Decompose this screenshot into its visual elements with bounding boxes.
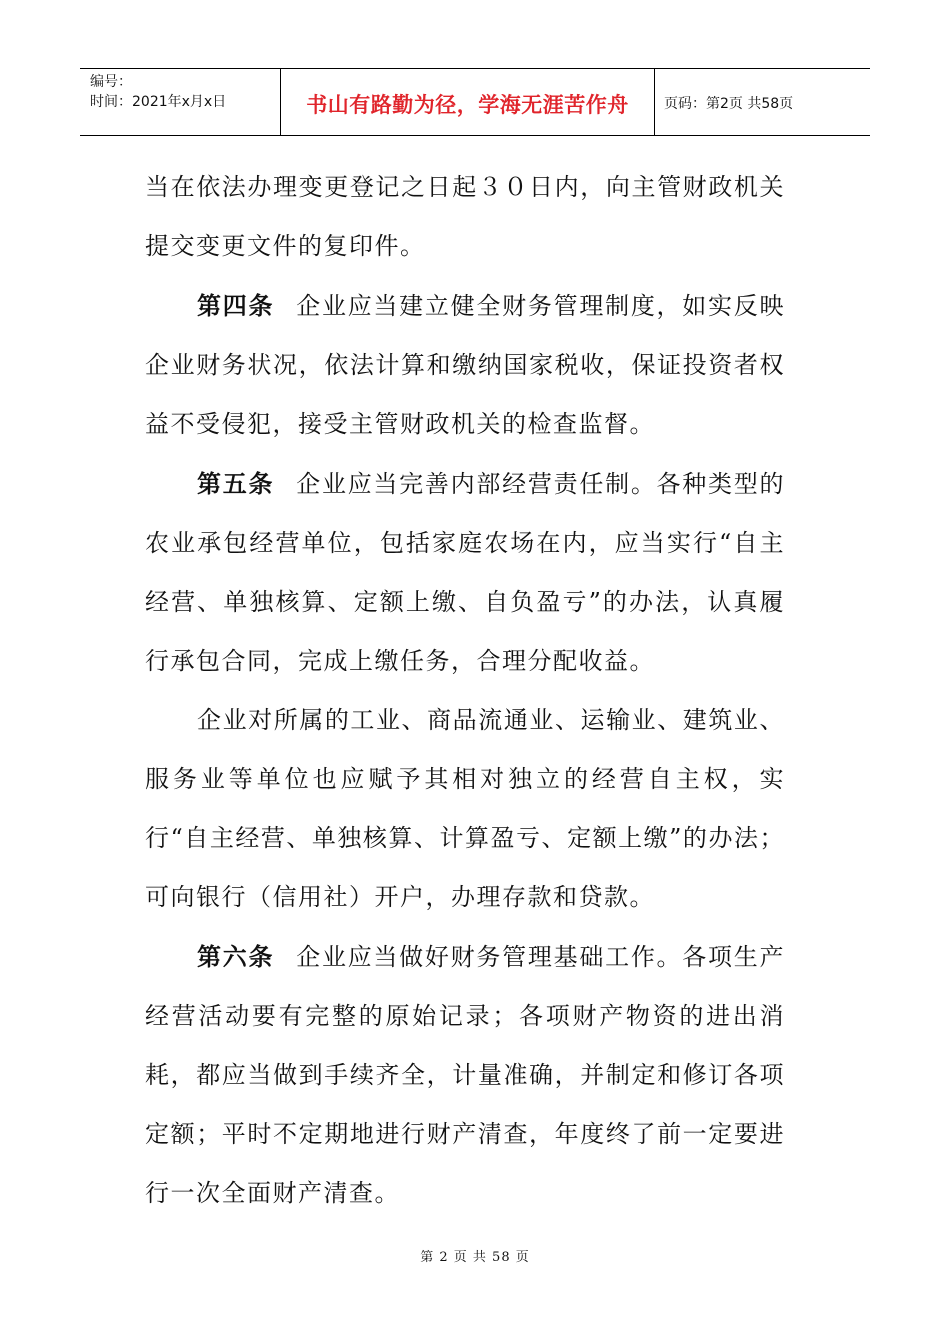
document-number-label: 编号： [90, 74, 132, 90]
article-4-text: 企业应当建立健全财务管理制度，如实反映企业财务状况，依法计算和缴纳国家税收，保证投资者权益不受侵犯，接受主管财政机关的检查监督。 [145, 292, 786, 438]
paragraph-enterprise-units: 企业对所属的工业、商品流通业、运输业、建筑业、服务业等单位也应赋予其相对独立的经营自主权，实行“自主经营、单独核算、计算盈亏、定额上缴”的办法；可向银行（信用社）开户，办理存款和贷款。 [145, 706, 785, 911]
article-6-title: 第六条 [197, 942, 275, 971]
header-page-info: 页码：第2页 共58页 [664, 96, 794, 112]
article-6-text: 企业应当做好财务管理基础工作。各项生产经营活动要有完整的原始记录；各项财产物资的进出消耗，都应当做到手续齐全，计量准确，并制定和修订各项定额；平时不定期地进行财产清查，年度终了前一定要进行一次全面财产清查。 [145, 943, 786, 1207]
article-4-title: 第四条 [197, 291, 275, 320]
page-header [80, 68, 870, 136]
header-motto: 书山有路勤为径，学海无涯苦作舟 [306, 93, 629, 117]
article-5 [145, 454, 785, 691]
article-5-title: 第五条 [197, 469, 275, 498]
document-date: 时间：2021年x月x日 [90, 94, 227, 110]
paragraph-continuation: 当在依法办理变更登记之日起３０日内，向主管财政机关提交变更文件的复印件。 [145, 173, 785, 260]
header-motto-cell [281, 69, 655, 135]
document-body [145, 158, 785, 1223]
page-footer: 第 2 页 共 58 页 [420, 1250, 530, 1265]
article-4 [145, 276, 785, 454]
article-6 [145, 927, 785, 1223]
article-5-text: 企业应当完善内部经营责任制。各种类型的农业承包经营单位，包括家庭农场在内，应当实行“自主经营、单独核算、定额上缴、自负盈亏”的办法，认真履行承包合同，完成上缴任务，合理分配收益。 [145, 470, 786, 675]
header-meta [80, 69, 281, 135]
